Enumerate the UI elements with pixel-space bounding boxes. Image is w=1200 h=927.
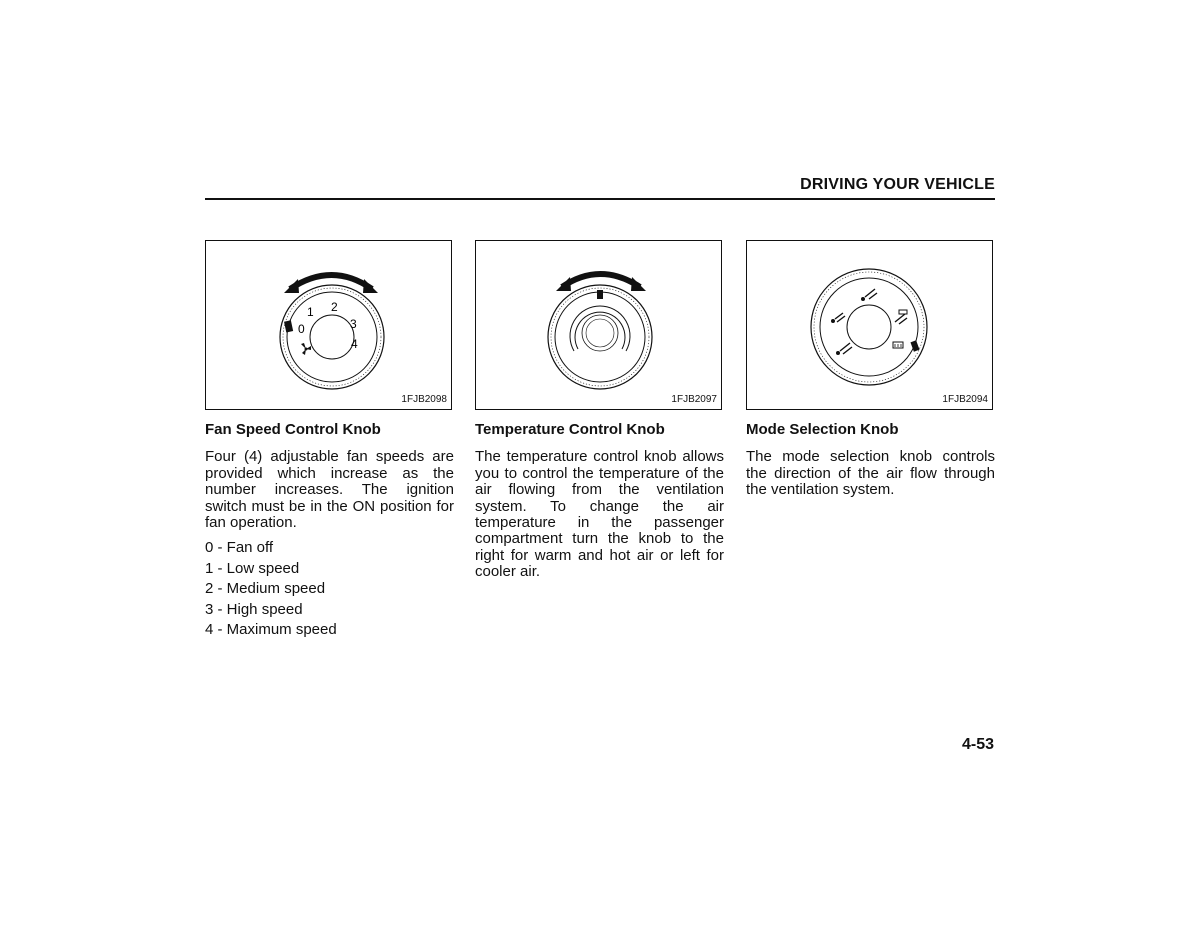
- dial-label-4: 4: [351, 337, 358, 351]
- figure-code: 1FJB2094: [942, 394, 988, 405]
- dial-label-2: 2: [331, 300, 338, 314]
- dial-label-3: 3: [350, 317, 357, 331]
- mode-section: [746, 422, 995, 499]
- section-body: The temperature control knob allows you to control the temperature of the air flowing from the ventilation system. To change the air temperature in the passenger compartment turn the knob to the right for warm and hot air or left for cooler air.: [475, 448, 724, 581]
- page-number: 4-53: [961, 736, 994, 753]
- temperature-knob-illustration: [476, 241, 723, 411]
- list-item: 1 - Low speed: [205, 559, 300, 577]
- mode-knob-figure: [746, 240, 993, 410]
- section-header-title: DRIVING YOUR VEHICLE: [800, 176, 995, 193]
- figure-code: 1FJB2097: [671, 394, 717, 405]
- fan-knob-figure: [205, 240, 452, 410]
- temperature-section: [475, 422, 724, 581]
- header-rule: [205, 198, 995, 200]
- section-heading: Mode Selection Knob: [746, 421, 899, 438]
- section-body: Four (4) adjustable fan speeds are provided which increase as the number increases. The ignition switch must be in the ON position for fan operation.: [205, 448, 454, 532]
- fan-speed-list: [205, 540, 454, 638]
- knob-center: [847, 305, 891, 349]
- list-item: 3 - High speed: [205, 600, 303, 618]
- section-heading: Temperature Control Knob: [475, 421, 665, 438]
- figure-code: 1FJB2098: [401, 394, 447, 405]
- section-body: The mode selection knob controls the direction of the air flow through the ventilation system.: [746, 448, 995, 499]
- dial-label-1: 1: [307, 305, 314, 319]
- knob-indicator-mark: [597, 290, 603, 299]
- temperature-knob-figure: [475, 240, 722, 410]
- list-item: 4 - Maximum speed: [205, 621, 337, 639]
- knob-center: [310, 315, 354, 359]
- section-heading: Fan Speed Control Knob: [205, 421, 381, 438]
- dial-label-0: 0: [298, 322, 305, 336]
- list-item: 0 - Fan off: [205, 539, 274, 557]
- mode-knob-illustration: [747, 241, 994, 411]
- list-item: 2 - Medium speed: [205, 580, 326, 598]
- fan-knob-illustration: [206, 241, 453, 411]
- fan-speed-section: [205, 422, 454, 642]
